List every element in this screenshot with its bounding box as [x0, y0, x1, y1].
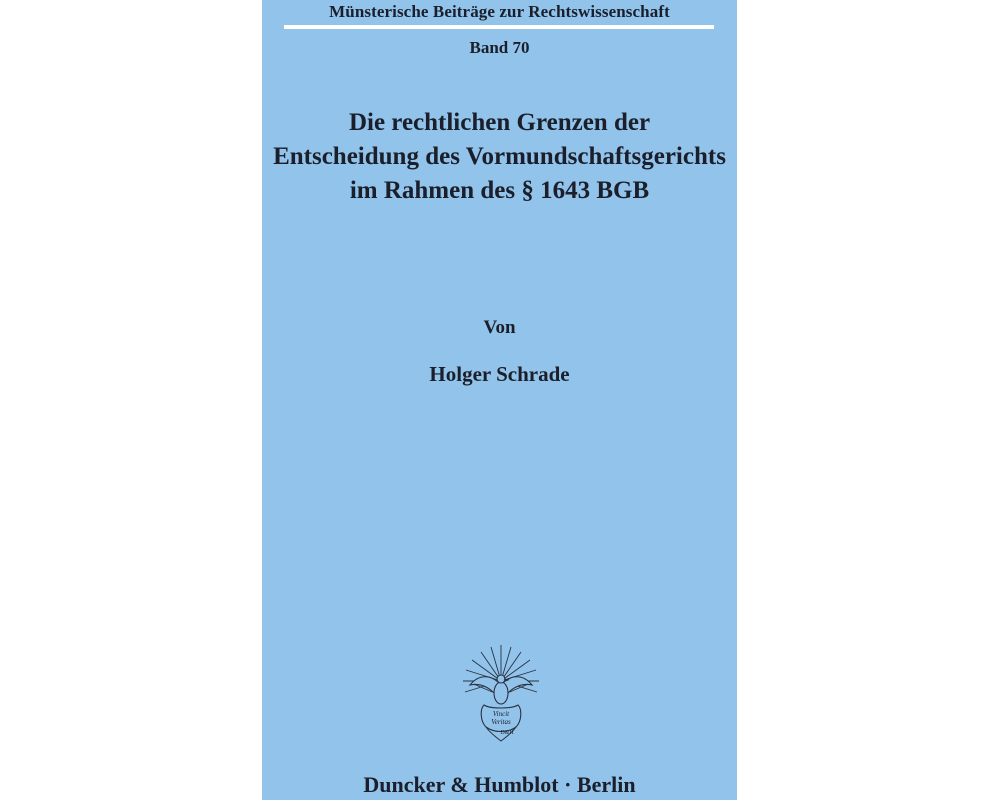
book-title [262, 106, 737, 208]
series-title: Münsterische Beiträge zur Rechtswissenschaft [329, 2, 670, 21]
title-line-3: im Rahmen des § 1643 BGB [349, 177, 650, 204]
series-divider [284, 25, 714, 29]
book-cover [262, 0, 737, 800]
eagle-emblem-icon [460, 643, 542, 743]
logo-motto-2: Veritas [491, 718, 511, 726]
logo-monogram: D&H [500, 730, 514, 736]
logo-motto-1: Vincit [492, 710, 510, 718]
publisher: Duncker & Humblot · Berlin [363, 772, 636, 797]
volume-number: Band 70 [469, 38, 530, 57]
title-line-1: Die rechtlichen Grenzen der [348, 109, 651, 136]
title-line-2: Entscheidung des Vormundschaftsgerichts [273, 143, 726, 170]
byline: Von [483, 317, 516, 338]
author-name: Holger Schrade [429, 362, 570, 386]
